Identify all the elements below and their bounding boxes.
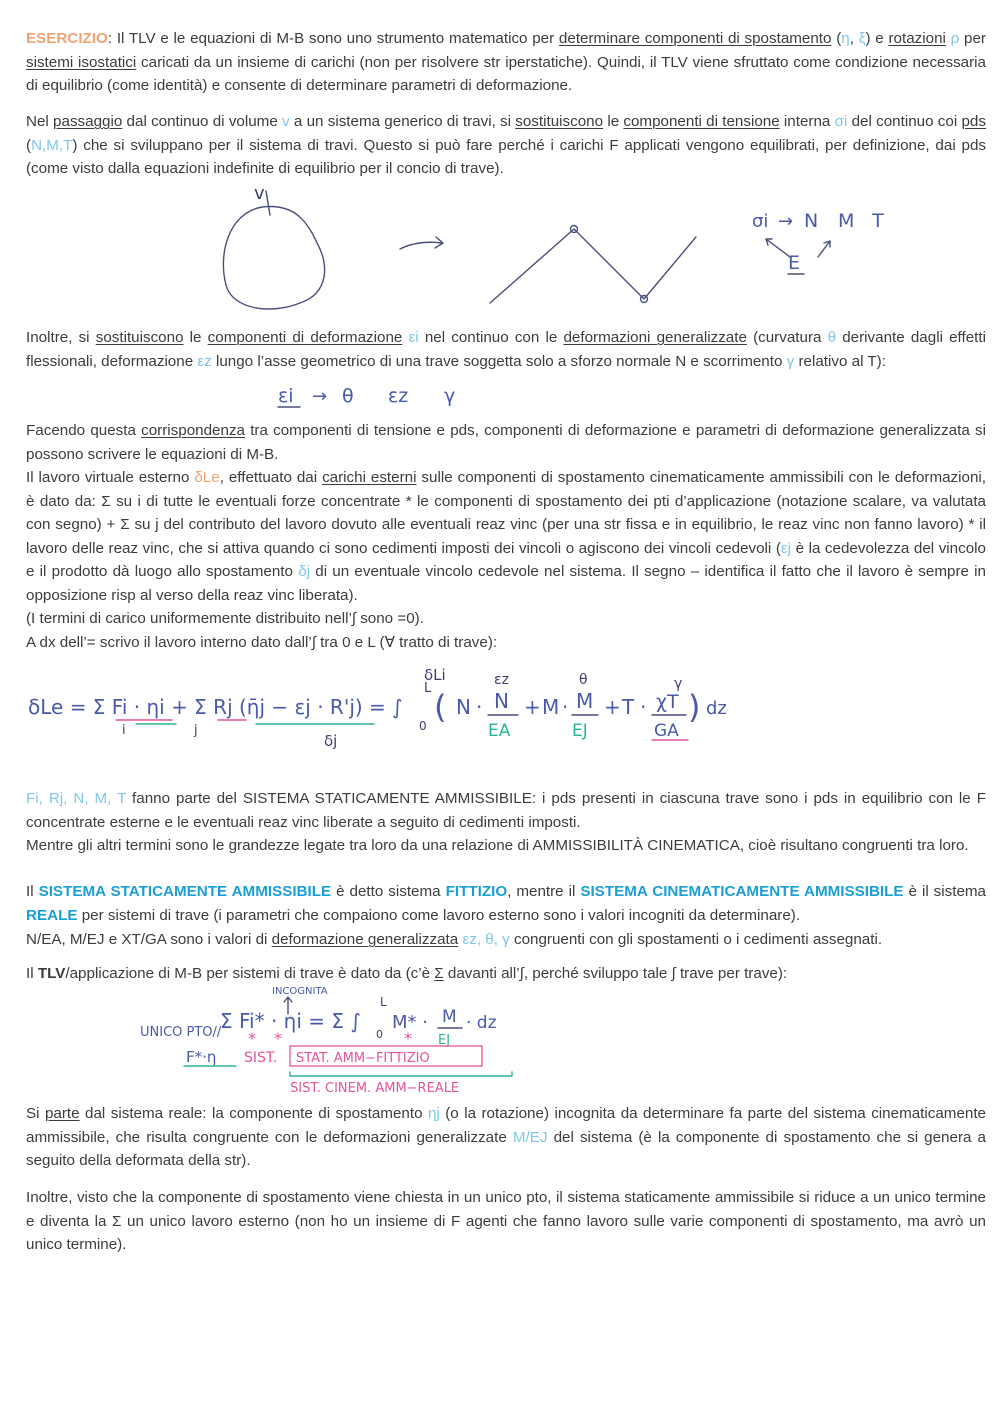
symbol: εj <box>780 539 792 557</box>
text: tra componenti di tensione e pds, componenti di deformazione e parametri di deformazione generalizzata si possono scrivere le equazioni di M-B. <box>26 422 986 463</box>
symbol: εz <box>197 352 212 370</box>
text: è detto sistema <box>331 883 446 900</box>
symbol: η <box>841 30 850 47</box>
paragraph-unico-termine <box>26 1186 986 1257</box>
reale-label: SIST. CINEM. AMM−REALE <box>290 1081 460 1096</box>
text: (curvatura <box>746 329 828 346</box>
arrow-label: → <box>778 211 794 232</box>
m-label: M <box>838 210 855 232</box>
text: (I termini di carico uniformemente distribuito nell’∫ sono =0). <box>26 610 424 627</box>
paragraph-cinematica <box>26 834 986 858</box>
bold-term: REALE <box>26 906 78 924</box>
equation-lhs: δLe = Σ Fi · ηi + Σ Rj (η̄j − εj · R'j) = ∫ <box>28 695 403 719</box>
volume-stem <box>266 191 270 215</box>
star-mark-3: * <box>404 1029 412 1048</box>
paragraph-corrispondenza <box>26 419 986 466</box>
underlined-text: pds <box>961 113 986 130</box>
underlined-text: determinare componenti di spostamento <box>558 30 832 47</box>
symbol: ρ <box>950 30 960 47</box>
ga-denominator: GA <box>654 721 679 741</box>
delta-li-label: δLi <box>424 666 446 684</box>
dz-label: dz <box>706 698 727 719</box>
bold-term: SISTEMA STATICAMENTE AMMISSIBILE <box>38 883 332 900</box>
text: le <box>183 329 208 346</box>
bold-term: SISTEMA CINEMATICAMENTE AMMISSIBILE <box>580 883 904 900</box>
underlined-text: passaggio <box>53 113 123 130</box>
text: Il <box>26 883 39 900</box>
text: Inoltre, si <box>26 329 96 346</box>
symbol: γ <box>786 352 795 370</box>
integral-upper: L <box>424 681 432 696</box>
dot-3: · <box>640 695 647 719</box>
text: sulle componenti di spostamento cinematicamente ammissibili con le deformazioni, è dato da: Σ su i di tutte le eventuali forze concentrate * le componenti di spostamento dei pti d’applicazione (notazione scalare, va valutata con segno) + Σ su j del contributo del lavoro dovuto alle eventuali reaz vinc (per una str fissa e in equilibrio, le reaz vinc non fanno lavoro) * il lavoro delle reaz vinc, che si attiva quando ci sono cedimenti imposti dei vincoli o agiscono dei vincoli cedevoli ( <box>26 469 986 557</box>
arrow-label: → <box>312 386 328 407</box>
paragraph-statica <box>26 787 986 834</box>
m-numerator: M <box>442 1007 457 1027</box>
m-star-factor: M* · <box>392 1012 428 1033</box>
underlined-text: parte <box>44 1105 80 1122</box>
text: davanti all’∫, perché sviluppo tale ∫ trave per trave): <box>443 965 788 982</box>
n-label: N <box>804 210 819 232</box>
symbol: v <box>282 113 290 130</box>
text: relativo al T): <box>794 352 886 370</box>
paragraph-passaggio <box>26 110 986 181</box>
n-factor: N <box>456 695 471 719</box>
text: Facendo questa <box>26 422 142 439</box>
underlined-text: sistemi isostatici <box>26 53 137 71</box>
open-paren: ( <box>434 688 447 726</box>
paragraph-deformazione-generalizzata <box>26 928 986 952</box>
theta-label: θ <box>579 672 588 688</box>
text: Si <box>26 1105 45 1122</box>
sum-index-i: i <box>122 723 126 738</box>
delta-j-label: δj <box>324 732 338 750</box>
star-mark-1: * <box>248 1029 256 1048</box>
eps-z-label: εz <box>388 385 409 407</box>
dot-2: · <box>562 695 569 719</box>
paragraph-lavoro-interno <box>26 631 986 655</box>
plus-1: + <box>524 695 541 719</box>
continuum-to-beam-sketch <box>200 185 920 320</box>
symbol: θ <box>827 329 837 346</box>
text: (o la rotazione) incognita da determinare fa parte del sistema cinematicamente ammissibile, che risulta congruente con le deformazioni generalizzate <box>26 1105 987 1146</box>
dz-label: · dz <box>466 1013 497 1033</box>
text: lungo l’asse geometrico di una trave soggetta solo a sforzo normale N e scorrimento <box>211 352 787 370</box>
underlined-text: sostituiscono <box>515 113 604 130</box>
gamma-label: γ <box>674 676 683 692</box>
text: derivante dagli effetti flessionali, deformazione <box>26 329 986 370</box>
theta-label: θ <box>342 385 354 407</box>
text: , effettuato dai <box>219 469 323 486</box>
paragraph-carico-distribuito <box>26 607 986 631</box>
m-factor: M <box>542 695 560 719</box>
underlined-text: Σ <box>434 965 444 982</box>
sum-index-j: j <box>194 723 198 738</box>
paragraph-fittizio-reale <box>26 880 986 927</box>
volume-label: v <box>254 183 265 204</box>
e-label: E <box>788 252 801 274</box>
underlined-text: carichi esterni <box>322 469 417 486</box>
t-factor: T <box>622 695 635 719</box>
text: nel continuo con le <box>418 329 564 346</box>
fittizio-label: STAT. AMM−FITTIZIO <box>296 1051 430 1066</box>
text: Mentre gli altri termini sono le grandezze legate tra loro da una relazione di AMMISSIBILITÀ CINEMATICA, cioè risultano congruenti tra loro. <box>26 837 969 854</box>
text: interna <box>779 113 835 130</box>
arrow-to-e <box>766 239 790 257</box>
symbol: σi <box>834 113 848 130</box>
unico-pto-label: UNICO PTO// <box>140 1025 222 1040</box>
text: caricati da un insieme di carichi (non per risolvere str iperstatiche). Quindi, il TLV viene sfruttato come condizione necessaria di equilibrio (come identità) e consente di determinare parametri di deformazione. <box>26 53 986 94</box>
text: ) che si sviluppano per il sistema di travi. Questo si può fare perché i carichi F applicati vengono equilibrati, per definizione, dai pds (come visto dalla equazioni indefinite di equilibrio per il concio di trave). <box>26 136 986 177</box>
underlined-text: corrispondenza <box>141 422 245 439</box>
underlined-text: deformazioni generalizzate <box>563 329 747 346</box>
underlined-text: sostituiscono <box>95 329 184 346</box>
arrow-to-m <box>818 241 830 257</box>
symbol: N,M,T <box>31 136 73 154</box>
transition-arrow <box>400 237 443 249</box>
m-numerator: M <box>576 689 594 713</box>
eps-z-label: εz <box>494 672 509 688</box>
symbol: M/EJ <box>512 1128 548 1146</box>
beam-system <box>490 229 696 303</box>
symbol: ξ <box>858 30 866 47</box>
text: Nel <box>26 113 54 130</box>
text: A dx dell’= scrivo il lavoro interno dato dall’∫ tra 0 e L (∀ tratto di trave): <box>26 634 498 651</box>
text: fanno parte del SISTEMA STATICAMENTE AMMISSIBILE: i pds presenti in ciascuna trave sono i pds in equilibrio con le F concentrate esterne e le eventuali reaz vinc liberate a seguito di cedimenti imposti. <box>26 790 986 831</box>
symbol: ηj <box>427 1105 440 1122</box>
tlv-application-equation <box>140 984 540 1096</box>
reale-bracket <box>290 1072 512 1076</box>
underlined-text: componenti di deformazione <box>207 329 403 346</box>
sist-label: SIST. <box>244 1050 278 1066</box>
chi-t-numerator: χT <box>656 691 679 713</box>
text: , <box>849 30 859 47</box>
n-numerator: N <box>494 689 509 713</box>
text: dal sistema reale: la componente di spostamento <box>79 1105 428 1122</box>
underlined-text: componenti di tensione <box>623 113 780 130</box>
integral-lower: 0 <box>419 719 427 733</box>
dot-1: · <box>476 695 483 719</box>
ej-denominator: EJ <box>572 721 588 741</box>
symbol: εi <box>408 329 419 346</box>
symbol: εz, θ, γ <box>462 931 510 948</box>
f-eta-label: F*·η <box>186 1048 217 1066</box>
underlined-text: rotazioni <box>888 30 946 47</box>
text: le <box>603 113 624 130</box>
text: è la cedevolezza del vincolo e il prodotto dà luogo allo spostamento <box>26 539 986 580</box>
text: di un eventuale vincolo cedevole nel sistema. Il segno – identifica il fatto che il lavoro è sempre in opposizione risp al verso della reaz vinc liberata). <box>26 563 986 604</box>
text: a un sistema generico di travi, si <box>289 113 516 130</box>
text: Il lavoro virtuale esterno <box>26 469 195 486</box>
plus-2: + <box>604 695 621 719</box>
underlined-text: deformazione generalizzata <box>271 931 459 948</box>
bold-term: FITTIZIO <box>445 883 508 900</box>
text: del continuo coi <box>847 113 962 130</box>
text: del sistema (è la componente di spostamento che si genera a seguito della deformata della str). <box>26 1128 986 1169</box>
text: per sistemi di trave (i parametri che compaiono come lavoro esterno sono i valori incogniti da determinare). <box>77 906 801 924</box>
ej-denominator: EJ <box>438 1033 451 1048</box>
gamma-label: γ <box>444 385 456 407</box>
text: Il <box>26 965 38 982</box>
integral-upper: L <box>380 995 387 1009</box>
text: , mentre il <box>507 883 581 900</box>
paragraph-lavoro-esterno <box>26 466 986 607</box>
text: dal continuo di volume <box>122 113 283 130</box>
sigma-label: σi <box>752 211 769 232</box>
t-label: T <box>872 210 884 232</box>
text: Inoltre, visto che la componente di spostamento viene chiesta in un unico pto, il sistema staticamente ammissibile si riduce a un unico termine e diventa la Σ un unico lavoro esterno (non ho un insieme di F agenti che fanno lavoro sulle varie componenti di spostamento, ma avrò un unico termine). <box>26 1189 986 1253</box>
paragraph-tlv <box>26 962 986 986</box>
incognita-label: INCOGNITA <box>272 986 328 997</box>
text: : Il TLV e le equazioni di M-B sono uno strumento matematico per <box>107 30 559 47</box>
paragraph-sistema-reale <box>26 1102 986 1173</box>
virtual-work-equation <box>24 660 744 770</box>
integral-lower: 0 <box>376 1028 383 1041</box>
ea-denominator: EA <box>488 721 511 741</box>
continuum-blob <box>223 206 324 309</box>
text: /applicazione di M-B per sistemi di trave è dato da (c’è <box>65 965 435 982</box>
equation-main: Σ Fi* · ηi = Σ ∫ <box>220 1009 361 1033</box>
text: N/EA, M/EJ e XT/GA sono i valori di <box>26 931 272 948</box>
paragraph-deformazione <box>26 326 986 373</box>
eps-i-label: εi <box>278 385 294 407</box>
deformation-correspondence-sketch <box>270 380 490 412</box>
close-paren: ) <box>688 688 701 726</box>
text: ( <box>26 136 32 154</box>
star-mark-2: * <box>274 1029 282 1048</box>
text: è il sistema <box>903 883 986 900</box>
symbol: δj <box>298 563 311 580</box>
text: congruenti con gli spostamenti o i cedimenti assegnati. <box>509 931 883 948</box>
text: ( <box>831 30 842 47</box>
symbol: Fi, Rj, N, M, T <box>26 790 127 807</box>
exercise-label: ESERCIZIO <box>26 30 108 47</box>
bold-term: TLV <box>37 965 66 982</box>
symbol: δLe <box>194 469 220 486</box>
text: per <box>959 30 986 47</box>
text: ) e <box>865 30 889 47</box>
paragraph-intro <box>26 27 986 98</box>
